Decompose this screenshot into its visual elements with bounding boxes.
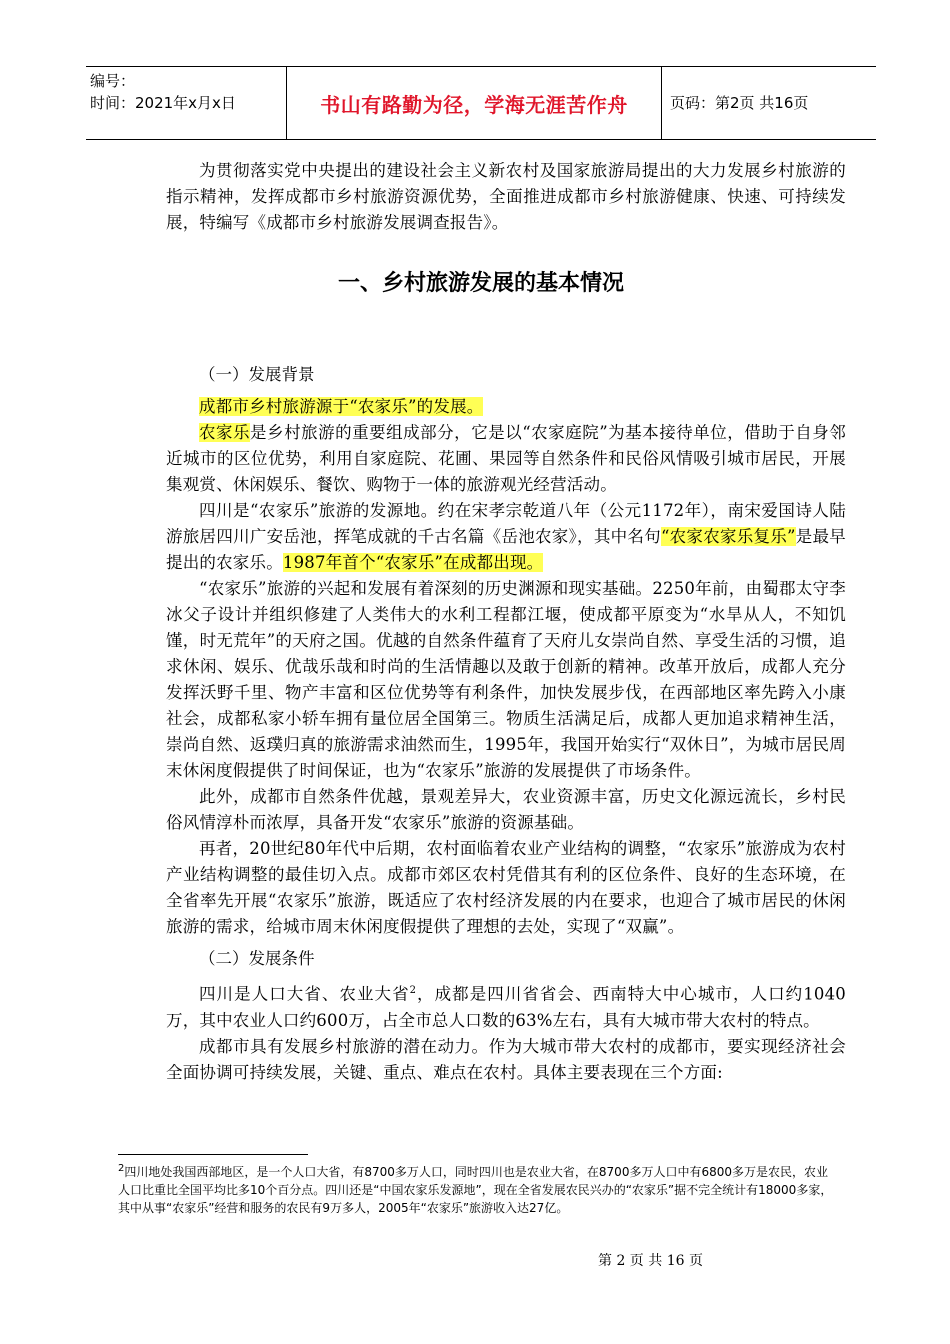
footnote-marker: 2 (118, 1163, 125, 1174)
paragraph-3 (166, 498, 846, 576)
paragraph-1 (166, 394, 846, 420)
time-label: 时间：2021年x月x日 (90, 94, 236, 112)
paragraph-2 (166, 420, 846, 498)
paragraph-7-text-a: 四川是人口大省、农业大省 (199, 984, 410, 1004)
paragraph-7-text-b: ，成都是四川省省会、西南特大中心城市，人口约1040万，其中农业人口约600万，占全市总人口数的63%左右，具有大城市带大农村的特点。 (166, 984, 846, 1030)
subsection-heading-1: （一）发展背景 (199, 365, 315, 384)
paragraph-5: 此外，成都市自然条件优越，景观差异大，农业资源丰富，历史文化源远流长，乡村民俗风情淳朴而浓厚，具备开发“农家乐”旅游的资源基础。 (166, 787, 846, 832)
highlight-1: 成都市乡村旅游源于“农家乐”的发展。 (199, 397, 484, 416)
paragraph-3-text-a: 四川是“农家乐”旅游的发源地。约在宋孝宗乾道八年（公元1172年），南宋爱国诗人陆游旅居四川广安岳池，挥笔成就的千古名篇《岳池农家》，其中名句 (166, 501, 846, 546)
paragraph-4: “农家乐”旅游的兴起和发展有着深刻的历史渊源和现实基础。2250年前，由蜀郡太守李冰父子设计并组织修建了人类伟大的水利工程都江堰，使成都平原变为“水旱从人，不知饥馑，时无荒年”的天府之国。优越的自然条件蕴育了天府儿女崇尚自然、享受生活的习惯，追求休闲、娱乐、优哉乐哉和时尚的生活情趣以及敢于创新的精神。改革开放后，成都人充分发挥沃野千里、物产丰富和区位优势等有利条件，加快发展步伐，在西部地区率先跨入小康社会，成都私家小轿车拥有量位居全国第三。物质生活满足后，成都人更加追求精神生活，崇尚自然、返璞归真的旅游需求油然而生，1995年，我国开始实行“双休日”，为城市居民周末休闲度假提供了时间保证，也为“农家乐”旅游的发展提供了市场条件。 (166, 579, 846, 780)
header-motto: 书山有路勤为径，学海无涯苦作舟 (320, 93, 628, 117)
subsection-heading-2: （二）发展条件 (199, 949, 315, 968)
body-block (166, 362, 846, 1086)
header-right-cell (662, 67, 876, 139)
intro-block (166, 158, 846, 236)
page-header (86, 66, 876, 140)
footnote-divider (118, 1154, 308, 1155)
highlight-2: 农家乐 (199, 423, 251, 442)
paragraph-7 (166, 978, 846, 1034)
footnote (118, 1160, 838, 1217)
paragraph-6: 再者，20世纪80年代中后期，农村面临着农业产业结构的调整，“农家乐”旅游成为农村产业结构调整的最佳切入点。成都市郊区农村凭借其有利的区位条件、良好的生态环境，在全省率先开展“农家乐”旅游，既适应了农村经济发展的内在要求，也迎合了城市居民的休闲旅游的需求，给城市周末休闲度假提供了理想的去处，实现了“双赢”。 (166, 839, 846, 936)
header-left-cell (86, 67, 287, 139)
intro-paragraph: 为贯彻落实党中央提出的建设社会主义新农村及国家旅游局提出的大力发展乡村旅游的指示精神，发挥成都市乡村旅游资源优势，全面推进成都市乡村旅游健康、快速、可持续发展，特编写《成都市乡村旅游发展调查报告》。 (166, 161, 846, 232)
paragraph-8: 成都市具有发展乡村旅游的潜在动力。作为大城市带大农村的成都市，要实现经济社会全面协调可持续发展，关键、重点、难点在农村。具体主要表现在三个方面: (166, 1036, 846, 1082)
paragraph-2-text: 是乡村旅游的重要组成部分，它是以“农家庭院”为基本接待单位，借助于自身邻近城市的区位优势，利用自家庭院、花圃、果园等自然条件和民俗风情吸引城市居民，开展集观赏、休闲娱乐、餐饮、购物于一体的旅游观光经营活动。 (166, 423, 846, 494)
highlight-4: 1987年首个“农家乐”在成都出现。 (282, 553, 544, 572)
section-title: 一、乡村旅游发展的基本情况 (337, 271, 624, 296)
page-footer: 第 2 页 共 16 页 (598, 1253, 703, 1269)
highlight-3: “农家农家乐复乐” (660, 527, 796, 546)
page-label: 页码：第2页 共16页 (670, 94, 809, 112)
paragraph-3-text-c: 是最早提出的农家乐。 (166, 527, 847, 572)
footnote-ref: 2 (409, 985, 417, 996)
serial-label: 编号： (90, 72, 136, 90)
footnote-text: 四川地处我国西部地区，是一个人口大省，有8700多万人口，同时四川也是农业大省，在8700多万人口中有6800多万是农民，农业人口比重比全国平均比多10个百分点。四川还是“中国农家乐发源地”，现在全省发展农民兴办的“农家乐”据不完全统计有18000多家，其中从事“农家乐”经营和服务的农民有9万多人，2005年“农家乐”旅游收入达27亿。 (118, 1165, 833, 1215)
header-center-cell (287, 67, 662, 139)
